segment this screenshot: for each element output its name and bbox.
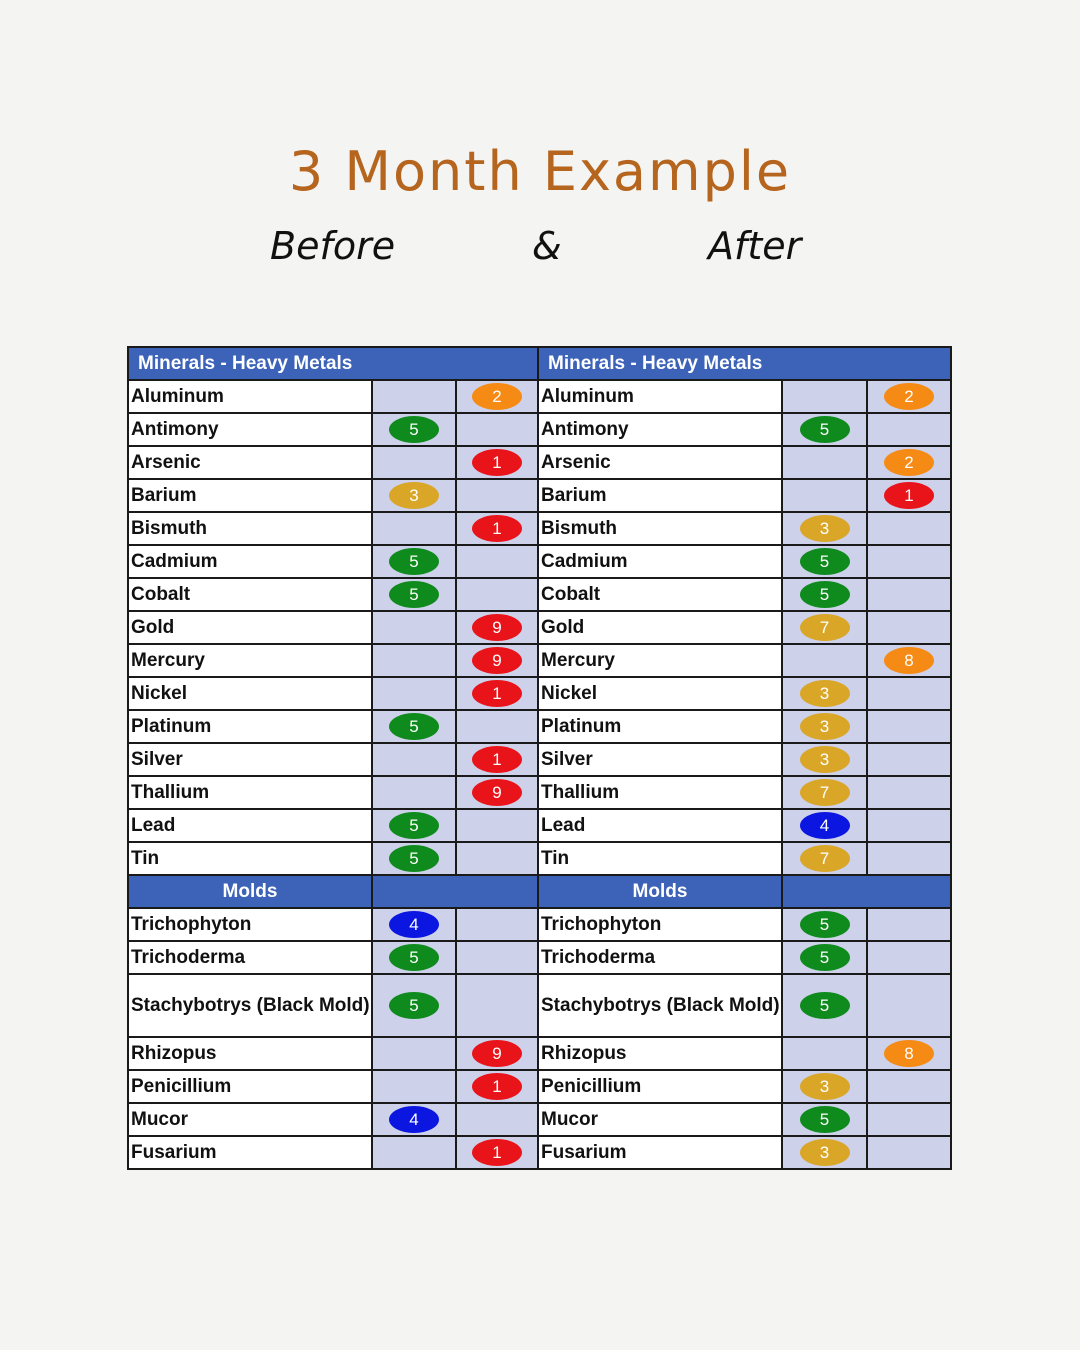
- score-cell-mid: [372, 710, 456, 743]
- table-row: [128, 1070, 538, 1103]
- score-badge: 1: [472, 746, 522, 773]
- score-badge: 4: [389, 1106, 439, 1133]
- score-cell-right: [867, 413, 951, 446]
- table-row: [538, 545, 951, 578]
- score-badge: 5: [800, 1106, 850, 1133]
- score-cell-mid: [372, 1136, 456, 1169]
- item-name: Silver: [538, 743, 782, 776]
- item-name: Trichoderma: [538, 941, 782, 974]
- table-row: [128, 677, 538, 710]
- item-name: Trichophyton: [538, 908, 782, 941]
- score-badge: 1: [472, 1073, 522, 1100]
- score-cell-mid: [372, 512, 456, 545]
- section-header: Molds: [128, 875, 372, 908]
- score-badge: 3: [800, 680, 850, 707]
- score-badge: 1: [884, 482, 934, 509]
- table-row: [128, 512, 538, 545]
- score-cell-mid: [782, 743, 867, 776]
- item-name: Thallium: [128, 776, 372, 809]
- after-label: After: [708, 224, 802, 268]
- score-badge: 3: [800, 1073, 850, 1100]
- table-row: [538, 941, 951, 974]
- score-cell-mid: [782, 974, 867, 1037]
- item-name: Barium: [128, 479, 372, 512]
- score-badge: 5: [389, 845, 439, 872]
- item-name: Bismuth: [538, 512, 782, 545]
- score-cell-mid: [782, 1070, 867, 1103]
- section-header: Minerals - Heavy Metals: [538, 347, 951, 380]
- score-cell-right: [456, 578, 538, 611]
- score-cell-right: [867, 1037, 951, 1070]
- item-name: Rhizopus: [128, 1037, 372, 1070]
- score-badge: 5: [800, 548, 850, 575]
- item-name: Silver: [128, 743, 372, 776]
- table-row: [128, 776, 538, 809]
- item-name: Penicillium: [538, 1070, 782, 1103]
- score-cell-mid: [372, 1103, 456, 1136]
- item-name: Cobalt: [538, 578, 782, 611]
- score-cell-right: [456, 1136, 538, 1169]
- table-row: [538, 710, 951, 743]
- score-cell-mid: [372, 776, 456, 809]
- table-row: [128, 974, 538, 1037]
- score-cell-right: [867, 446, 951, 479]
- score-cell-right: [867, 578, 951, 611]
- table-row: [128, 479, 538, 512]
- score-cell-right: [456, 776, 538, 809]
- score-cell-mid: [782, 446, 867, 479]
- item-name: Stachybotrys (Black Mold): [128, 974, 372, 1037]
- table-row: [538, 611, 951, 644]
- table-row: [128, 1136, 538, 1169]
- score-cell-mid: [372, 380, 456, 413]
- table-row: [538, 842, 951, 875]
- score-cell-right: [456, 974, 538, 1037]
- item-name: Mucor: [538, 1103, 782, 1136]
- score-badge: 5: [389, 713, 439, 740]
- score-cell-mid: [782, 710, 867, 743]
- before-results-table: [127, 346, 539, 1170]
- item-name: Tin: [128, 842, 372, 875]
- score-badge: 8: [884, 1040, 934, 1067]
- score-cell-mid: [372, 446, 456, 479]
- table-row: [128, 941, 538, 974]
- score-cell-right: [867, 908, 951, 941]
- item-name: Trichophyton: [128, 908, 372, 941]
- score-cell-mid: [372, 1037, 456, 1070]
- score-cell-right: [456, 380, 538, 413]
- score-cell-mid: [782, 941, 867, 974]
- section-header-row: [128, 347, 538, 380]
- score-cell-right: [456, 1037, 538, 1070]
- score-cell-right: [456, 743, 538, 776]
- section-header-row: [538, 347, 951, 380]
- score-cell-mid: [782, 1037, 867, 1070]
- item-name: Fusarium: [538, 1136, 782, 1169]
- score-badge: 5: [800, 581, 850, 608]
- table-row: [538, 1070, 951, 1103]
- score-badge: 3: [389, 482, 439, 509]
- table-row: [128, 611, 538, 644]
- score-badge: 5: [389, 416, 439, 443]
- score-cell-mid: [782, 545, 867, 578]
- table-row: [128, 413, 538, 446]
- score-badge: 5: [800, 416, 850, 443]
- table-row: [538, 974, 951, 1037]
- score-cell-right: [456, 809, 538, 842]
- score-badge: 7: [800, 845, 850, 872]
- item-name: Platinum: [538, 710, 782, 743]
- score-cell-right: [456, 446, 538, 479]
- table-row: [538, 743, 951, 776]
- score-cell-right: [456, 842, 538, 875]
- score-badge: 1: [472, 515, 522, 542]
- table-row: [128, 710, 538, 743]
- table-row: [538, 413, 951, 446]
- score-badge: 5: [389, 548, 439, 575]
- score-cell-mid: [782, 380, 867, 413]
- score-cell-mid: [782, 1103, 867, 1136]
- item-name: Mercury: [538, 644, 782, 677]
- table-row: [538, 512, 951, 545]
- score-cell-mid: [782, 677, 867, 710]
- score-cell-right: [456, 644, 538, 677]
- score-cell-right: [867, 677, 951, 710]
- score-cell-right: [867, 512, 951, 545]
- item-name: Nickel: [128, 677, 372, 710]
- score-badge: 5: [389, 812, 439, 839]
- page-title: 3 Month Example: [288, 140, 792, 203]
- score-cell-right: [867, 941, 951, 974]
- item-name: Thallium: [538, 776, 782, 809]
- table-row: [538, 380, 951, 413]
- item-name: Tin: [538, 842, 782, 875]
- table-row: [128, 1037, 538, 1070]
- score-cell-right: [867, 842, 951, 875]
- score-cell-mid: [782, 1136, 867, 1169]
- score-badge: 2: [884, 383, 934, 410]
- item-name: Antimony: [538, 413, 782, 446]
- score-cell-mid: [782, 809, 867, 842]
- table-row: [538, 1103, 951, 1136]
- score-cell-right: [867, 809, 951, 842]
- table-row: [538, 479, 951, 512]
- section-header: Molds: [538, 875, 782, 908]
- score-badge: 1: [472, 449, 522, 476]
- score-badge: 5: [800, 992, 850, 1019]
- score-cell-right: [456, 941, 538, 974]
- score-badge: 7: [800, 779, 850, 806]
- score-badge: 2: [884, 449, 934, 476]
- score-cell-mid: [372, 809, 456, 842]
- score-cell-right: [456, 545, 538, 578]
- score-cell-right: [456, 908, 538, 941]
- score-cell-mid: [372, 941, 456, 974]
- score-cell-mid: [372, 479, 456, 512]
- score-cell-right: [867, 644, 951, 677]
- score-badge: 9: [472, 779, 522, 806]
- score-badge: 4: [389, 911, 439, 938]
- table-row: [538, 908, 951, 941]
- item-name: Fusarium: [128, 1136, 372, 1169]
- score-cell-mid: [372, 677, 456, 710]
- score-cell-mid: [782, 611, 867, 644]
- score-cell-mid: [372, 743, 456, 776]
- item-name: Aluminum: [128, 380, 372, 413]
- table-row: [538, 1136, 951, 1169]
- score-cell-mid: [782, 842, 867, 875]
- score-cell-right: [456, 512, 538, 545]
- score-cell-mid: [782, 908, 867, 941]
- table-row: [538, 809, 951, 842]
- item-name: Penicillium: [128, 1070, 372, 1103]
- item-name: Cadmium: [538, 545, 782, 578]
- score-cell-right: [867, 974, 951, 1037]
- score-cell-right: [867, 1070, 951, 1103]
- table-row: [128, 743, 538, 776]
- item-name: Trichoderma: [128, 941, 372, 974]
- table-row: [128, 545, 538, 578]
- table-row: [128, 644, 538, 677]
- score-badge: 4: [800, 812, 850, 839]
- item-name: Gold: [538, 611, 782, 644]
- score-badge: 5: [389, 992, 439, 1019]
- score-cell-right: [456, 1070, 538, 1103]
- item-name: Cadmium: [128, 545, 372, 578]
- score-badge: 3: [800, 1139, 850, 1166]
- score-badge: 3: [800, 515, 850, 542]
- item-name: Lead: [538, 809, 782, 842]
- item-name: Aluminum: [538, 380, 782, 413]
- section-header-filler: [782, 875, 951, 908]
- table-row: [128, 578, 538, 611]
- score-cell-mid: [782, 512, 867, 545]
- score-badge: 5: [800, 911, 850, 938]
- score-cell-mid: [372, 1070, 456, 1103]
- table-row: [538, 1037, 951, 1070]
- table-row: [128, 809, 538, 842]
- item-name: Lead: [128, 809, 372, 842]
- item-name: Gold: [128, 611, 372, 644]
- table-row: [538, 776, 951, 809]
- score-cell-mid: [372, 545, 456, 578]
- score-cell-mid: [782, 413, 867, 446]
- table-row: [128, 380, 538, 413]
- score-badge: 9: [472, 614, 522, 641]
- score-cell-right: [456, 413, 538, 446]
- score-cell-mid: [782, 644, 867, 677]
- score-cell-right: [867, 776, 951, 809]
- item-name: Arsenic: [128, 446, 372, 479]
- item-name: Cobalt: [128, 578, 372, 611]
- score-cell-right: [867, 1136, 951, 1169]
- table-row: [128, 908, 538, 941]
- score-cell-mid: [372, 974, 456, 1037]
- table-row: [128, 1103, 538, 1136]
- table-row: [128, 446, 538, 479]
- score-badge: 1: [472, 680, 522, 707]
- section-header-filler: [372, 875, 538, 908]
- section-header: Minerals - Heavy Metals: [128, 347, 538, 380]
- section-header-row: [128, 875, 538, 908]
- table-row: [538, 578, 951, 611]
- ampersand-label: &: [532, 224, 562, 268]
- before-label: Before: [270, 224, 396, 268]
- score-badge: 3: [800, 746, 850, 773]
- score-cell-mid: [372, 413, 456, 446]
- score-cell-mid: [782, 479, 867, 512]
- score-cell-right: [456, 479, 538, 512]
- item-name: Mucor: [128, 1103, 372, 1136]
- score-badge: 8: [884, 647, 934, 674]
- section-header-row: [538, 875, 951, 908]
- item-name: Nickel: [538, 677, 782, 710]
- item-name: Mercury: [128, 644, 372, 677]
- item-name: Platinum: [128, 710, 372, 743]
- score-badge: 5: [389, 944, 439, 971]
- score-cell-right: [456, 611, 538, 644]
- score-cell-mid: [782, 578, 867, 611]
- score-badge: 7: [800, 614, 850, 641]
- score-cell-right: [456, 677, 538, 710]
- score-cell-right: [456, 710, 538, 743]
- score-cell-right: [867, 710, 951, 743]
- score-cell-mid: [372, 578, 456, 611]
- score-badge: 1: [472, 1139, 522, 1166]
- item-name: Bismuth: [128, 512, 372, 545]
- score-badge: 5: [800, 944, 850, 971]
- item-name: Rhizopus: [538, 1037, 782, 1070]
- table-row: [538, 446, 951, 479]
- table-row: [538, 644, 951, 677]
- score-badge: 9: [472, 647, 522, 674]
- item-name: Arsenic: [538, 446, 782, 479]
- score-badge: 5: [389, 581, 439, 608]
- score-cell-right: [456, 1103, 538, 1136]
- score-cell-right: [867, 611, 951, 644]
- item-name: Stachybotrys (Black Mold): [538, 974, 782, 1037]
- score-cell-mid: [372, 908, 456, 941]
- score-badge: 2: [472, 383, 522, 410]
- score-cell-mid: [782, 776, 867, 809]
- item-name: Antimony: [128, 413, 372, 446]
- score-cell-mid: [372, 611, 456, 644]
- score-cell-right: [867, 743, 951, 776]
- item-name: Barium: [538, 479, 782, 512]
- score-badge: 9: [472, 1040, 522, 1067]
- score-cell-right: [867, 479, 951, 512]
- score-cell-right: [867, 380, 951, 413]
- table-row: [538, 677, 951, 710]
- score-cell-right: [867, 1103, 951, 1136]
- score-badge: 3: [800, 713, 850, 740]
- table-row: [128, 842, 538, 875]
- score-cell-mid: [372, 644, 456, 677]
- score-cell-right: [867, 545, 951, 578]
- score-cell-mid: [372, 842, 456, 875]
- after-results-table: [537, 346, 952, 1170]
